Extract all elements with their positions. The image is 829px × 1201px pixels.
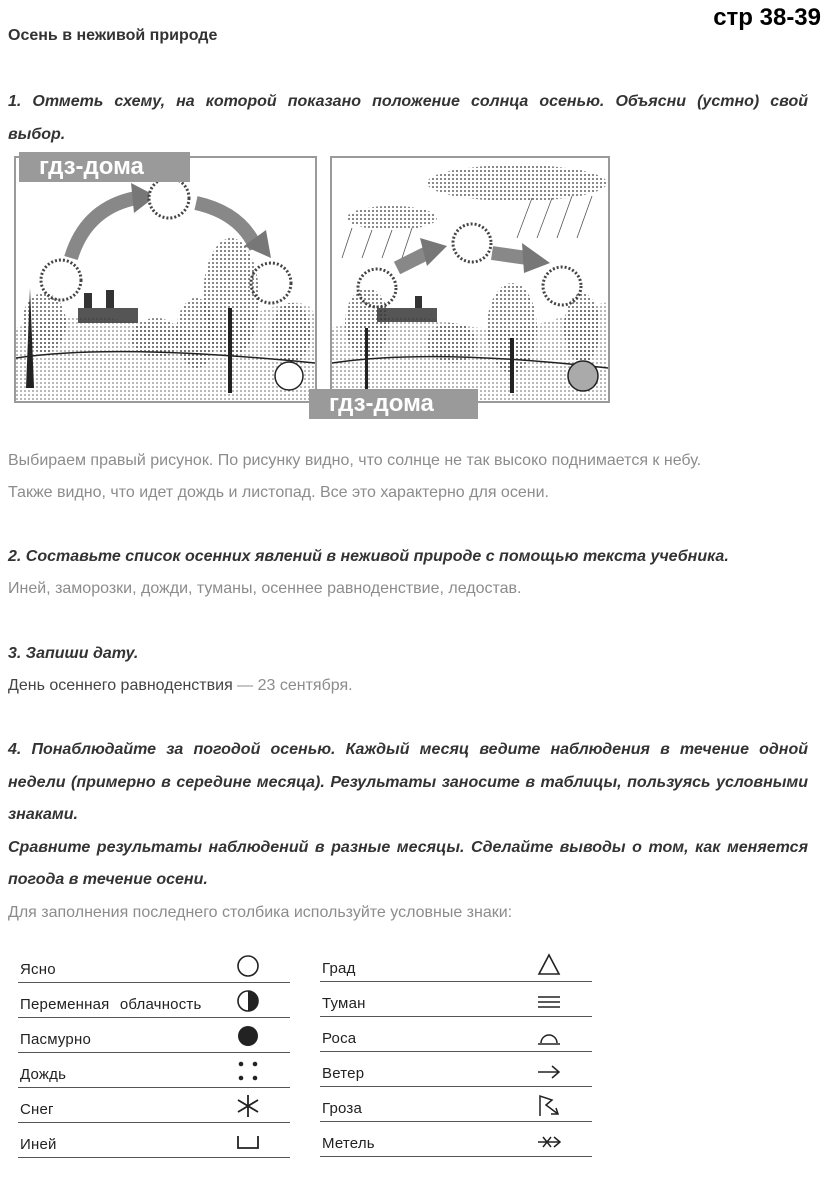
legend-row-rain — [18, 1052, 290, 1088]
legend-label: Иней — [20, 1136, 57, 1153]
left-scheme-image — [14, 156, 317, 403]
snow-asterisk-icon — [235, 1093, 261, 1119]
blizzard-icon — [536, 1127, 562, 1153]
dew-icon — [536, 1022, 562, 1048]
legend-label: Ясно — [20, 961, 56, 978]
thunder-icon — [536, 1092, 562, 1118]
question-1-line-2: выбор. — [8, 125, 66, 143]
clear-circle-icon — [235, 953, 261, 979]
answer-2: Иней, заморозки, дожди, туманы, осеннее равноденствие, ледостав. — [8, 580, 522, 597]
filled-circle-icon — [235, 1023, 261, 1049]
page-number: стр 38-39 — [713, 4, 821, 31]
question-4-line-1: 4. Понаблюдайте за погодой осенью. Каждый месяц ведите наблюдения в течение одной — [8, 741, 808, 758]
legend-row-snow — [18, 1087, 290, 1123]
legend-label: Пасмурно — [20, 1031, 92, 1048]
answer-1-line-1: Выбираем правый рисунок. По рисунку видно, что солнце не так высоко поднимается к небу. — [8, 452, 702, 469]
legend-label: Гроза — [322, 1100, 363, 1117]
question-4-line-2: недели (примерно в середине месяца). Результаты заносите в таблицы, пользуясь условными — [8, 773, 808, 791]
legend-label: Снег — [20, 1101, 54, 1118]
answer-3-label: День осеннего равноденствия — [8, 677, 233, 694]
answer-3 — [8, 670, 813, 702]
hail-triangle-icon — [536, 952, 562, 978]
answer-3-date: — 23 сентября. — [232, 677, 353, 694]
legend-row-blizzard — [320, 1121, 592, 1157]
question-3: 3. Запиши дату. — [8, 645, 139, 662]
legend-label: Дождь — [20, 1066, 67, 1083]
wind-arrow-icon — [536, 1057, 562, 1083]
question-4-line-4: Сравните результаты наблюдений в разные месяцы. Сделайте выводы о том, как меняется — [8, 838, 808, 856]
legend-label: Метель — [322, 1135, 375, 1152]
frost-bracket-icon — [235, 1128, 261, 1154]
legend-label: Роса — [322, 1030, 357, 1047]
page-title: Осень в неживой природе — [8, 27, 218, 44]
legend-row-wind — [320, 1051, 592, 1087]
legend-row-dew — [320, 1016, 592, 1052]
legend-label: Переменная облачность — [20, 996, 202, 1013]
answer-4: Для заполнения последнего столбика используйте условные знаки: — [8, 904, 513, 921]
legend-row-frost — [18, 1122, 290, 1158]
legend-row-hail — [320, 946, 592, 982]
legend-row-partly-cloudy — [18, 982, 290, 1018]
question-1 — [8, 86, 808, 151]
question-4-line-5: погода в течение осени. — [8, 871, 208, 888]
question-4-line-3: знаками. — [8, 806, 78, 823]
answer-1-line-2: Также видно, что идет дождь и листопад. Все это характерно для осени. — [8, 484, 549, 501]
question-2: 2. Составьте список осенних явлений в неживой природе с помощью текста учебника. — [8, 548, 729, 565]
legend-row-overcast — [18, 1017, 290, 1053]
question-4 — [8, 734, 808, 897]
legend-row-clear — [18, 947, 290, 983]
rain-dots-icon — [235, 1058, 261, 1084]
fog-lines-icon — [536, 987, 562, 1013]
half-circle-icon — [235, 988, 261, 1014]
question-1-line-1: 1. Отметь схему, на которой показано положение солнца осенью. Объясни (устно) свой — [8, 93, 808, 110]
answer-1 — [8, 445, 813, 509]
legend-label: Град — [322, 960, 356, 977]
legend-label: Туман — [322, 995, 366, 1012]
watermark-badge-top: гдз-дома — [19, 152, 190, 182]
right-scheme-image — [330, 156, 610, 403]
legend-row-fog — [320, 981, 592, 1017]
legend-label: Ветер — [322, 1065, 365, 1082]
watermark-badge-bottom: гдз-дома — [309, 389, 478, 419]
legend-row-thunderstorm — [320, 1086, 592, 1122]
